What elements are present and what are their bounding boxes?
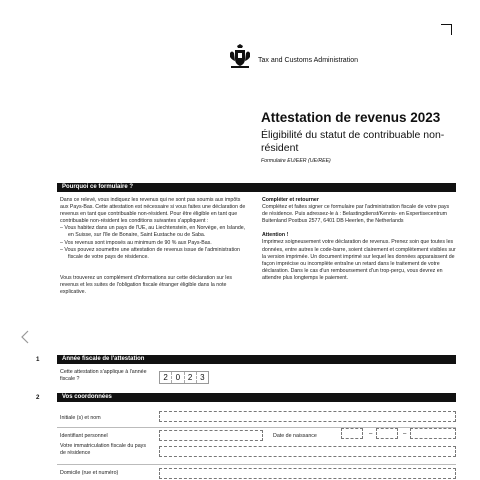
form-code: Formulaire EU/EER (UE/REE) (261, 158, 331, 164)
initials-input[interactable] (159, 411, 456, 422)
why-intro: Dans ce relevé, vous indiquez les revenus qui ne sont pas soumis aux impôts aux Pays-Bas. Cette attestation est nécessaire si vous faites une déclaration de revenus en tant que contribuable non-résident. Pour être éligible en tant que contribuable non-résident les conditions suivantes s'appliquent : (60, 197, 246, 225)
row-divider (57, 464, 456, 465)
birth-year-input[interactable] (410, 428, 456, 439)
section-number: 1 (36, 356, 40, 363)
year-digit: 2 (160, 372, 172, 383)
form-subtitle: Éligibilité du statut de contribuable non-résident (261, 129, 445, 154)
section-header-contact: Vos coordonnées (57, 393, 456, 402)
date-separator: – (403, 431, 407, 437)
complete-text: Complétez et faites signer ce formulaire par l'administration fiscale de votre pays de résidence. Puis adressez-le à : Belastingdienst/Kennis- en Expertisecentrum Buitenland Postbus 2577, 6401 DB Heerlen, the Netherlands (262, 204, 450, 225)
why-note: Vous trouverez un complément d'informations sur cette déclaration sur les revenus et les suites de l'obligation fiscale étranger éligible dans la note explicative. (60, 274, 233, 296)
section-header-fiscal-year: Année fiscale de l'attestation (57, 355, 456, 364)
initials-label: Initiale (s) et nom (60, 415, 101, 421)
year-digit: 3 (200, 373, 205, 382)
registration-input[interactable] (159, 446, 456, 457)
year-digit: 0 (172, 372, 184, 383)
attention-text: Imprimez soigneusement votre déclaration de revenus. Prenez soin que toutes les données, entre autres le code-barre, soient clairement et complètement visibles sur la version imprimée. Un document imprimé sur lequel les données apparaissent de façon imprécise ou incomplète entraîne un retard dans le traitement de votre déclaration. Dans le cas d'un remboursement d'un trop-perçu, vous devrez en attendre plus longtemps le paiement. (262, 239, 456, 281)
agency-name: Tax and Customs Administration (258, 57, 358, 64)
personal-id-label: Identifiant personnel (60, 433, 108, 439)
chevron-left-icon (20, 330, 30, 344)
why-right-column (262, 197, 456, 282)
attention-heading: Attention ! (262, 232, 289, 239)
condition-item: – Vous pouvez soumettre une attestation de revenus issue de l'administration fiscale de votre pays de résidence. (60, 246, 240, 260)
address-label: Domicile (rue et numéro) (60, 470, 119, 476)
form-title: Attestation de revenus 2023 (261, 110, 441, 125)
address-input[interactable] (159, 468, 456, 479)
complete-heading: Compléter et retourner (262, 197, 319, 203)
fiscal-year-question: Cette attestation s'applique à l'année fiscale ? (60, 369, 147, 382)
date-separator: – (369, 431, 373, 437)
year-digit: 2 (185, 372, 197, 383)
fiscal-year-field[interactable] (159, 371, 209, 384)
birth-day-input[interactable] (341, 428, 363, 439)
section-number: 2 (36, 394, 40, 401)
condition-item: – Vos revenus sont imposés au minimum de 90 % aux Pays-Bas. (60, 239, 212, 246)
birth-date-label: Date de naissance (273, 433, 317, 439)
netherlands-coat-of-arms-icon (228, 44, 252, 70)
registration-label: Votre immatriculation fiscale du pays de résidence (60, 443, 146, 456)
condition-item: – Vous habitez dans un pays de l'UE, au Liechtenstein, en Norvège, en Islande, en Suisse, sur l'île de Bonaire, Saint Eustache ou de Saba. (60, 225, 246, 239)
why-left-column (60, 197, 248, 296)
section-header-why: Pourquoi ce formulaire ? (57, 183, 456, 192)
birth-month-input[interactable] (376, 428, 398, 439)
personal-id-input[interactable] (159, 430, 263, 441)
corner-crop-mark-icon (441, 24, 452, 35)
